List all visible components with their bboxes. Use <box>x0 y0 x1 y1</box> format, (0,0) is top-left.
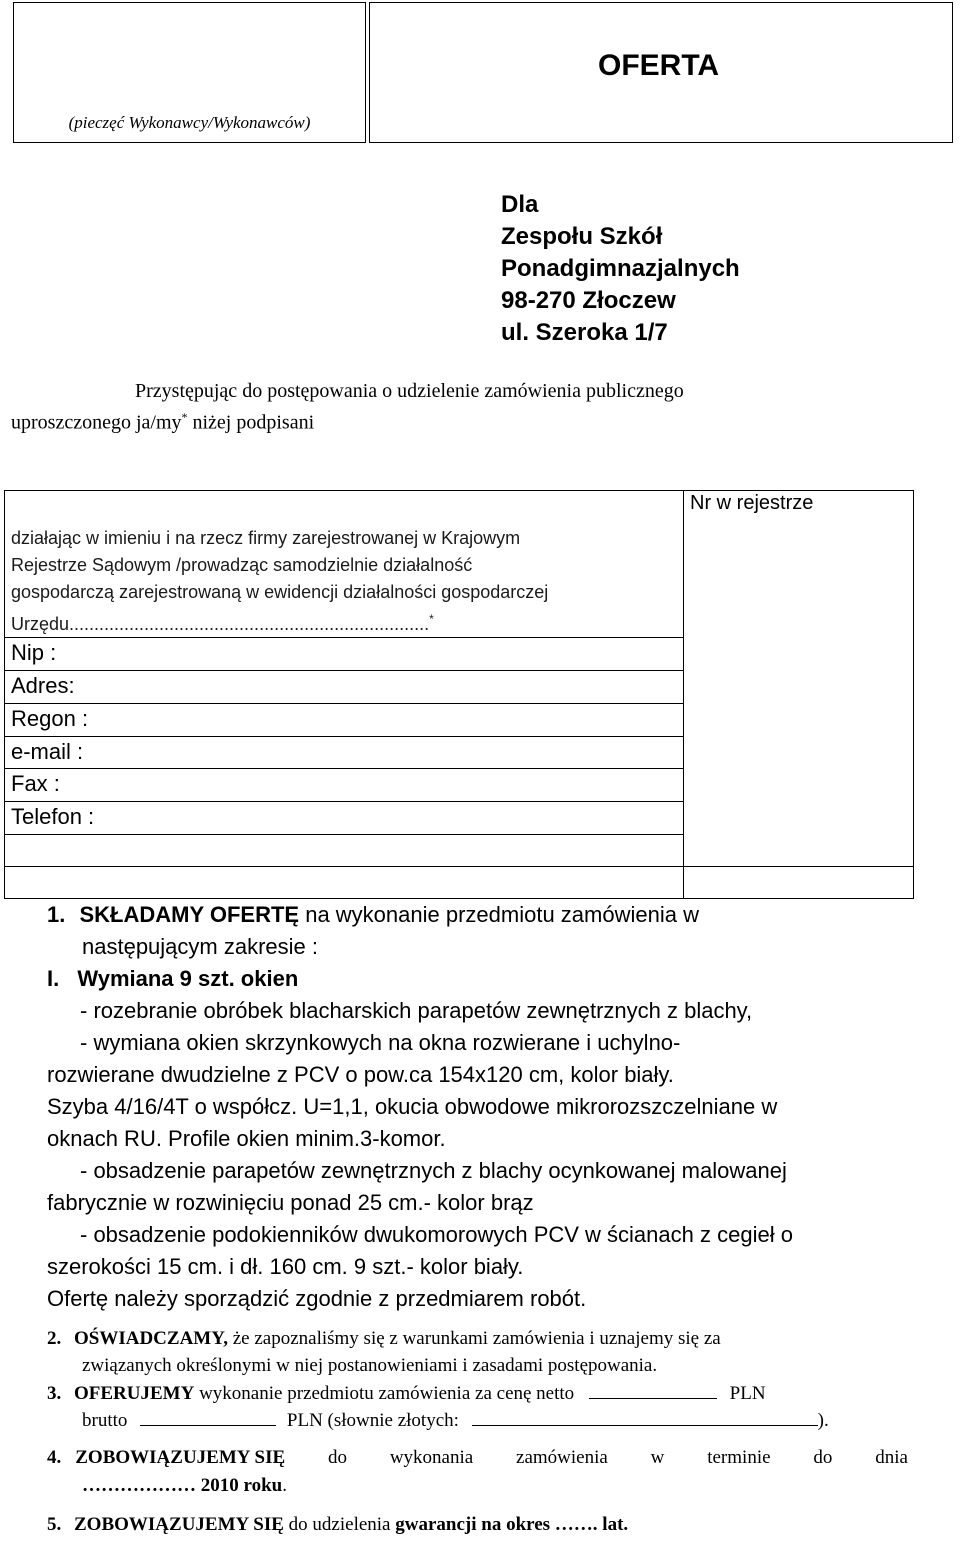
section4-lead <box>47 1447 285 1469</box>
net-price-blank[interactable] <box>589 1382 717 1399</box>
section3-line-2 <box>82 1409 829 1432</box>
row-divider <box>4 834 684 835</box>
word: zamówienia <box>516 1447 608 1468</box>
field-adres: Adres: <box>11 673 75 698</box>
intro-line-1: Przystępując do postępowania o udzielenie zamówienia publicznego <box>135 380 684 402</box>
currency-label: PLN <box>729 1383 766 1404</box>
section1-heading <box>47 902 699 928</box>
subsection-title: Wymiana 9 szt. okien <box>77 966 299 991</box>
section-text: że zapoznaliśmy się z warunkami zamówienia i uznajemy się za <box>227 1328 721 1349</box>
addressee-line: ul. Szeroka 1/7 <box>501 319 668 346</box>
scope-line: - wymiana okien skrzynkowych na okna rozwierane i uchylno- <box>80 1030 681 1055</box>
stamp-box <box>13 2 366 143</box>
scope-line: Ofertę należy sporządzić zgodnie z przedmiarem robót. <box>47 1286 587 1311</box>
brutto-label: brutto <box>82 1410 128 1431</box>
footnote-star: * <box>181 410 188 424</box>
word: terminie <box>707 1447 771 1468</box>
gross-price-blank[interactable] <box>140 1409 276 1426</box>
row-divider <box>4 736 684 737</box>
description-line: Urzędu........................................................................* <box>11 612 434 634</box>
field-email: e-mail : <box>11 739 84 764</box>
section2-line-2: związanych określonymi w niej postanowieniami i zasadami postępowania. <box>82 1355 658 1376</box>
field-nip: Nip : <box>11 640 57 665</box>
addressee-block <box>501 189 740 349</box>
scope-line: szerokości 15 cm. i dł. 160 cm. 9 szt.- kolor biały. <box>47 1254 524 1279</box>
row-divider <box>4 670 684 671</box>
section-number: 2. <box>47 1328 62 1349</box>
addressee-line: Dla <box>501 191 539 218</box>
section4-line-1 <box>47 1447 908 1469</box>
row-divider <box>4 768 684 769</box>
stamp-label: (pieczęć Wykonawcy/Wykonawców) <box>68 113 311 132</box>
row-divider <box>4 801 684 802</box>
deadline-end: . <box>282 1475 287 1496</box>
section-title: SKŁADAMY OFERTĘ <box>79 902 300 927</box>
section5-line <box>47 1514 628 1536</box>
company-description <box>11 525 548 638</box>
addressee-line: 98-270 Złoczew <box>501 287 676 314</box>
section-number: 3. <box>47 1383 62 1404</box>
scope-line: - rozebranie obróbek blacharskich parapetów zewnętrznych z blachy, <box>80 998 753 1023</box>
field-fax: Fax : <box>11 771 60 796</box>
intro-text: niżej podpisani <box>187 411 315 434</box>
description-line: działając w imieniu i na rzecz firmy zarejestrowanej w Krajowym <box>11 528 521 548</box>
scope-line: - obsadzenie podokienników dwukomorowych PCV w ścianach z cegieł o <box>80 1222 793 1247</box>
section2-line-1 <box>47 1328 721 1350</box>
subsection-heading <box>47 966 298 992</box>
section-title: OŚWIADCZAMY, <box>74 1328 228 1349</box>
word: do <box>813 1447 833 1468</box>
section-number: 5. <box>47 1514 62 1535</box>
section-text: do udzielenia <box>283 1514 396 1535</box>
scope-line: Szyba 4/16/4T o współcz. U=1,1, okucia obwodowe mikrorozszczelniane w <box>47 1094 778 1119</box>
registry-label: Nr w rejestrze <box>690 492 814 514</box>
scope-line: fabrycznie w rozwinięciu ponad 25 cm.- kolor brąz <box>47 1190 534 1215</box>
section-text: wykonanie przedmiotu zamówienia za cenę netto <box>194 1383 575 1404</box>
section4-line-2 <box>82 1475 287 1497</box>
currency-words-label: PLN (słownie złotych: <box>286 1410 459 1431</box>
registry-cell <box>683 490 914 899</box>
section3-line-1 <box>47 1382 766 1405</box>
intro-line-2 <box>11 410 314 435</box>
title-box <box>369 2 953 143</box>
field-regon: Regon : <box>11 706 89 731</box>
section-title: ZOBOWIĄZUJEMY SIĘ <box>74 1514 284 1535</box>
footnote-star: * <box>429 612 434 626</box>
section-title: OFERUJEMY <box>74 1383 195 1404</box>
word: w <box>650 1447 665 1468</box>
section-text: na wykonanie przedmiotu zamówienia w <box>299 902 699 927</box>
word: dnia <box>875 1447 908 1468</box>
amount-in-words-blank[interactable] <box>472 1409 818 1426</box>
scope-line: rozwierane dwudzielne z PCV o pow.ca 154x120 cm, kolor biały. <box>47 1062 674 1087</box>
description-line: Rejestrze Sądowym /prowadząc samodzielnie działalność <box>11 555 473 575</box>
row-divider <box>4 703 684 704</box>
word: wykonania <box>389 1447 474 1468</box>
section-number: 1. <box>47 902 66 927</box>
field-telefon: Telefon : <box>11 804 95 829</box>
deadline-text: ……………… 2010 roku <box>82 1475 283 1496</box>
section-number: 4. <box>47 1447 62 1468</box>
word: do <box>328 1447 347 1468</box>
scope-line: - obsadzenie parapetów zewnętrznych z blachy ocynkowanej malowanej <box>80 1158 787 1183</box>
addressee-line: Zespołu Szkół <box>501 223 663 250</box>
scope-line: oknach RU. Profile okien minim.3-komor. <box>47 1126 446 1151</box>
row-divider <box>4 866 914 867</box>
section-title: ZOBOWIĄZUJEMY SIĘ <box>75 1447 286 1468</box>
section1-heading-2: następującym zakresie : <box>82 934 318 959</box>
addressee-line: Ponadgimnazjalnych <box>501 255 740 282</box>
description-line: gospodarczą zarejestrowaną w ewidencji działalności gospodarczej <box>11 582 549 602</box>
warranty-text: gwarancji na okres ……. lat. <box>395 1514 629 1535</box>
page-title: OFERTA <box>598 49 720 82</box>
intro-text: uproszczonego ja/my <box>11 411 182 434</box>
closing-text: ). <box>817 1410 829 1431</box>
subsection-number: I. <box>47 966 60 991</box>
